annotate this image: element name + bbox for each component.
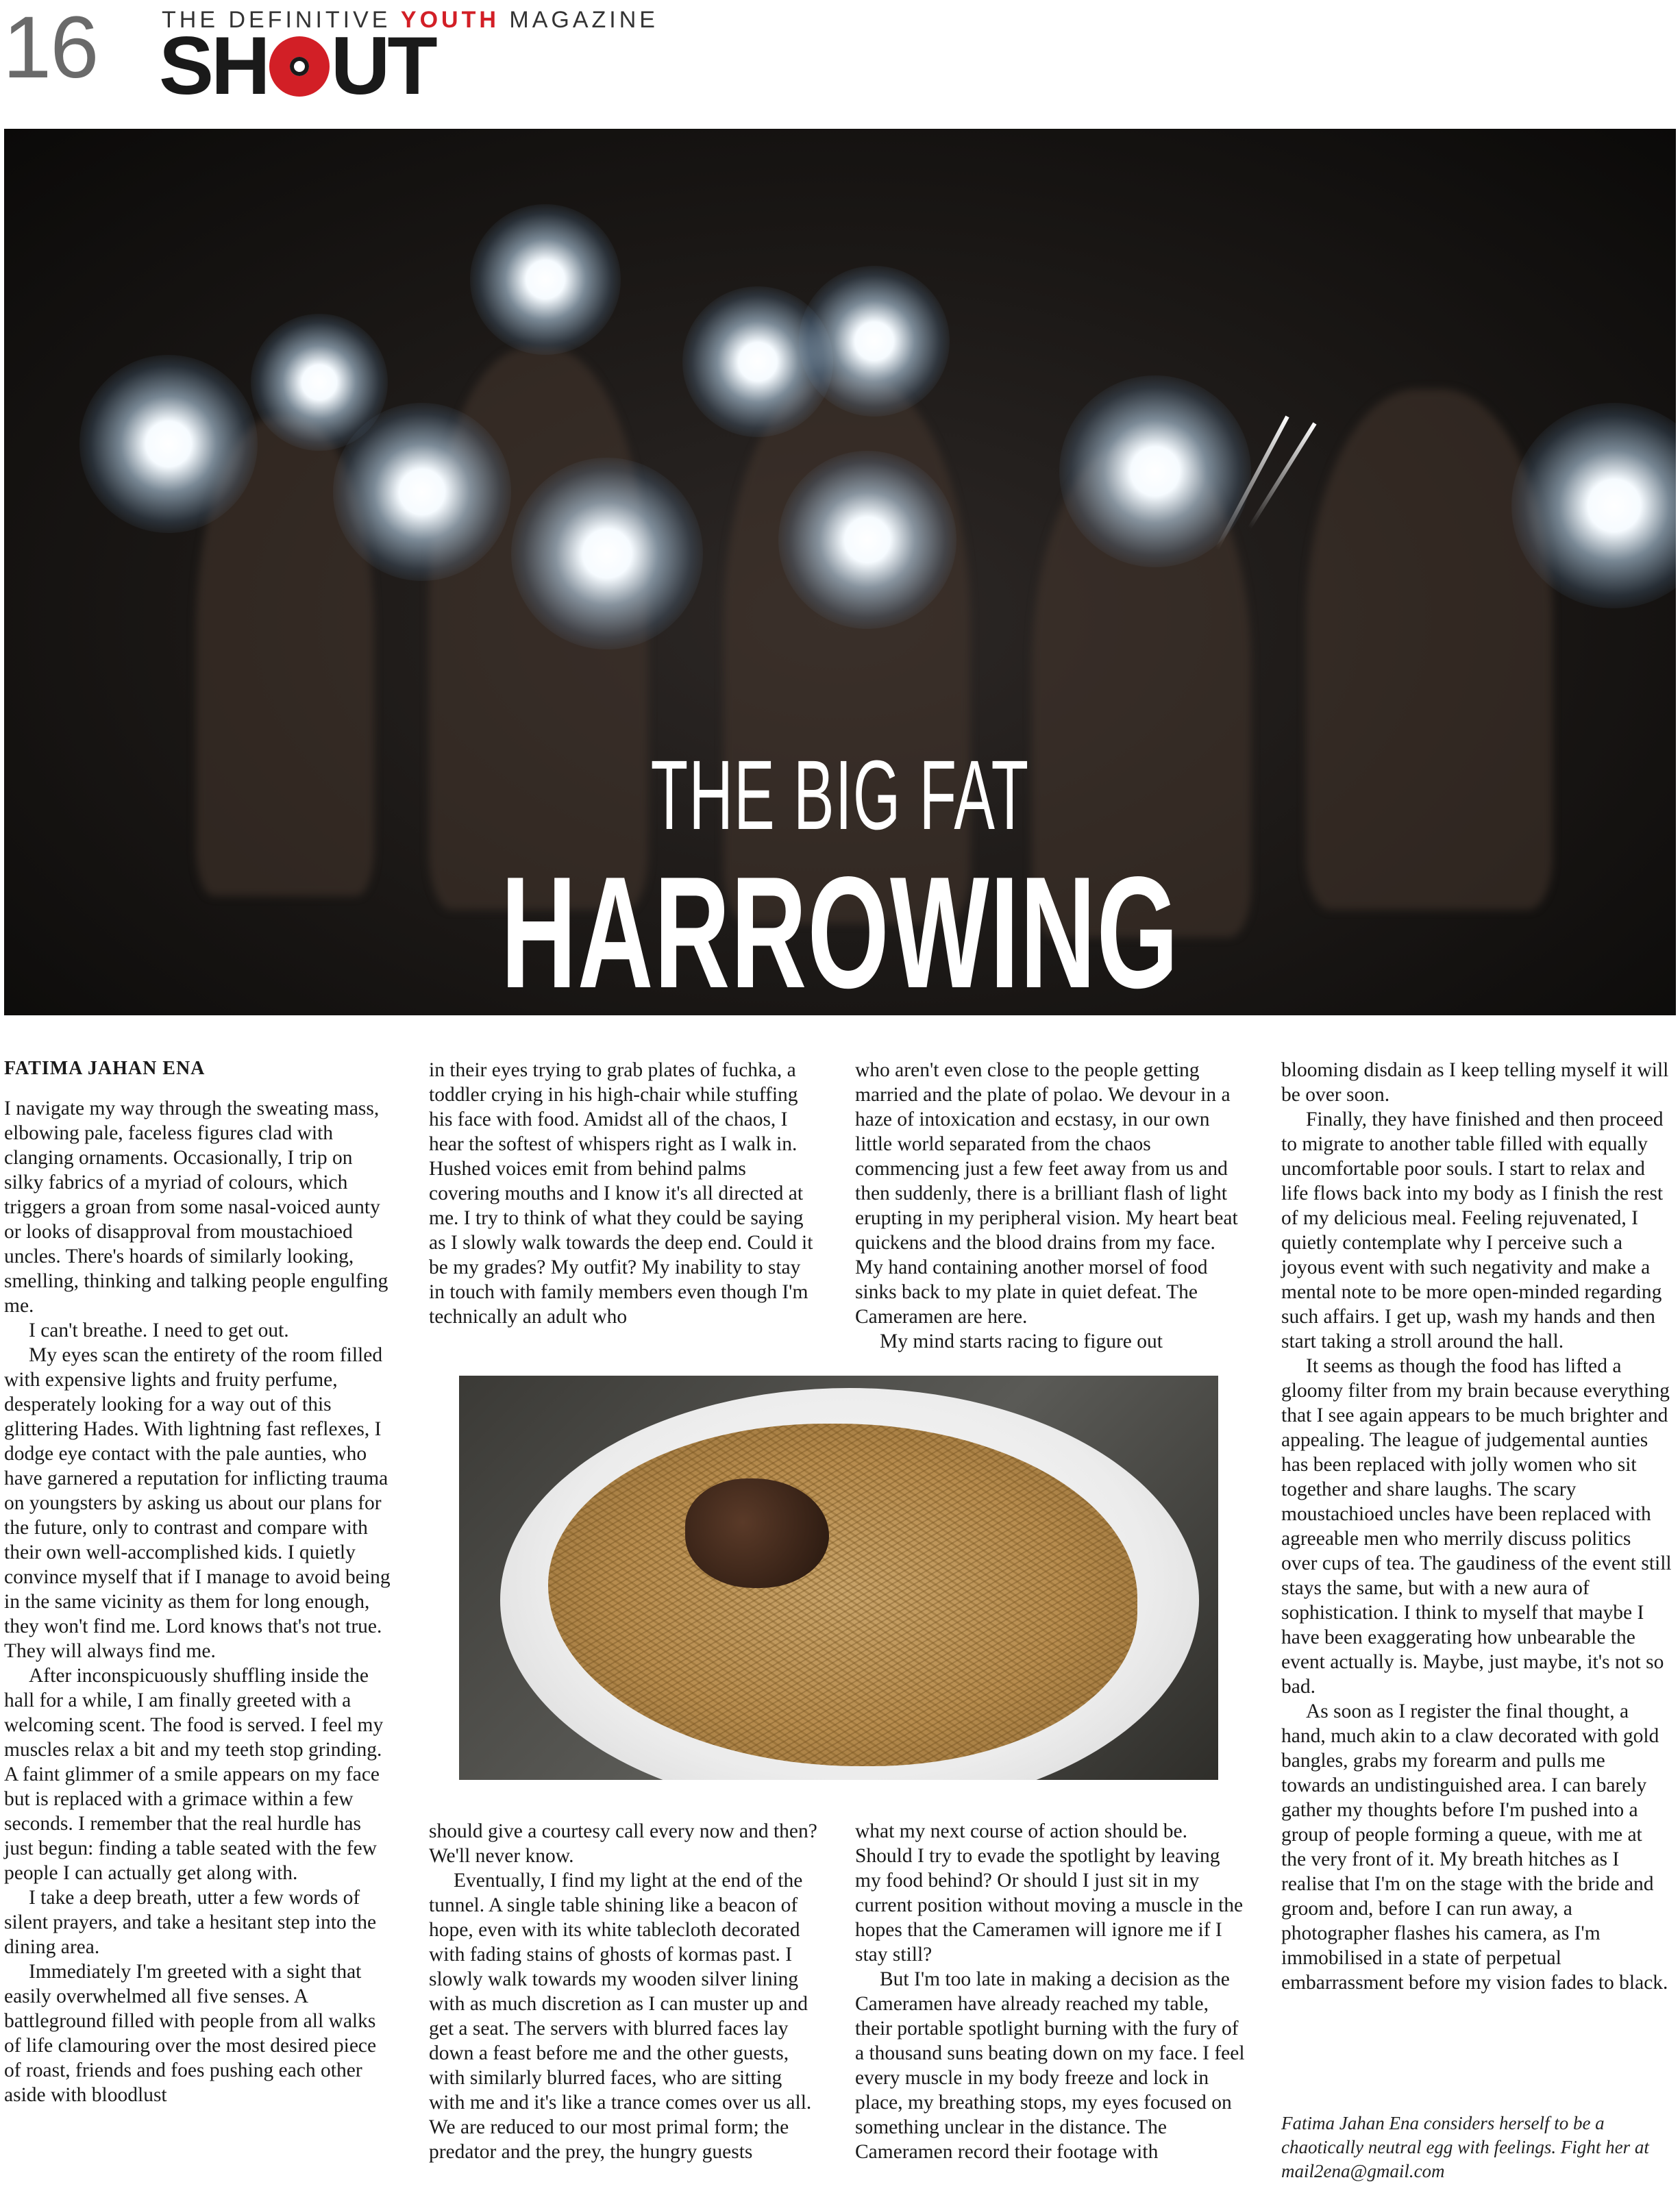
paragraph: After inconspicuously shuffling inside the hall for a while, I am finally greeted with a welcoming scent. The food is served. I feel my muscles relax a bit and my teeth stop grinding. A faint glimmer of a smile appears on my face but is replaced with a grimace within a few seconds. I remember that the real hurdle has just begun: finding a table seated with the few people I can actually get along with.: [4, 1665, 384, 1884]
logo-text-before: SH: [159, 20, 268, 112]
paragraph: I can't breathe. I need to get out.: [29, 1319, 289, 1341]
paragraph: Immediately I'm greeted with a sight that easily overwhelmed all five senses. A battleground filled with people from all walks of life clamouring over the most desired piece of roast, friends and foes pushing each other aside with bloodlust: [4, 1961, 377, 2106]
headline-line1: THE BIG FAT: [650, 740, 1030, 850]
paragraph: should give a courtesy call every now and then? We'll never know.: [429, 1820, 817, 1867]
article-column-3-top: [855, 1058, 1246, 1354]
flash-light: [511, 458, 703, 649]
flash-light: [79, 355, 258, 533]
article-column-3-bottom: [855, 1819, 1246, 2164]
flash-light: [470, 204, 621, 355]
paragraph: But I'm too late in making a decision as the Cameramen have already reached my table, their portable spotlight burning with the fury of a thousand suns beating down on my face. I feel every muscle in my body freeze and lock in place, my breathing stops, my eyes focused on something unclear in the distance. The Cameramen record their footage with: [855, 1968, 1245, 2163]
logo-target-icon: [269, 36, 330, 97]
flash-light: [333, 403, 511, 581]
paragraph: I navigate my way through the sweating mass, elbowing pale, faceless figures clad with clanging ornaments. Occasionally, I trip on silky fabrics of a myriad of colours, which triggers a groan from some nasal-voiced aunty or looks of disapproval from moustachioed uncles. There's hoards of similarly looking, smelling, thinking and talking people engulfing me.: [4, 1098, 388, 1317]
flash-light: [778, 451, 956, 629]
paragraph: who aren't even close to the people getting married and the plate of polao. We devour in a haze of intoxication and ecstasy, in our own little world separated from the chaos commencing just a few feet away from us and then suddenly, there is a brilliant flash of light erupting in my peripheral vision. My heart beat quickens and the blood drains from my face. My hand containing another morsel of food sinks back to my plate in quiet defeat. The Cameramen are here.: [855, 1059, 1238, 1328]
headline-line2: HARROWING: [500, 844, 1180, 1015]
biryani-photo: [459, 1376, 1218, 1780]
paragraph: Eventually, I find my light at the end of the tunnel. A single table shining like a beacon of hope, even with its white tablecloth decorated with fading stains of ghosts of kormas past. I slowly walk towards my wooden silver lining with as much discretion as I can muster up and get a seat. The servers with blurred faces lay down a feast before me and the other guests, with similarly blurred faces, who are sitting with me and it's like a trance comes over us all. We are reduced to our most primal form; the predator and the prey, the hungry guests: [429, 1870, 812, 2163]
article-column-2-top: [429, 1058, 819, 1329]
tagline-youth: YOUTH: [400, 7, 499, 33]
paragraph: My eyes scan the entirety of the room filled with expensive lights and fruity perfume, desperately looking for a way out of this glittering Hades. With lightning fast reflexes, I dodge eye contact with the pale aunties, who have garnered a reputation for inflicting trauma on youngsters by asking us about our plans for the future, only to contrast and compare with their own well-accomplished kids. I quietly convince myself that if I manage to avoid being in the same vicinity as them for long enough, they won't find me. Lord knows that's not true. They will always find me.: [4, 1344, 391, 1662]
paragraph: It seems as though the food has lifted a gloomy filter from my brain because everything that I see again appears to be much brighter and appealing. The league of judgemental aunties has been replaced with jolly women who sit together and share laughs. The scary moustachioed uncles have been replaced with agreeable men who merrily discuss politics over cups of tea. The gaudiness of the event still stays the same, but with a new aura of sophistication. I think to myself that maybe I have been exaggerating how unbearable the event actually is. Maybe, just maybe, it's not so bad.: [1281, 1355, 1672, 1698]
paragraph: what my next course of action should be. Should I try to evade the spotlight by leaving my food behind? Or should I just sit in my current position without moving a muscle in the hopes that the Cameramen will ignore me if I stay still?: [855, 1820, 1244, 1966]
article-column-2-bottom: [429, 1819, 819, 2164]
author-bio: Fatima Jahan Ena considers herself to be a chaotically neutral egg with feelings. Fight her at mail2ena@gmail.com: [1281, 2113, 1649, 2181]
paragraph: in their eyes trying to grab plates of fuchka, a toddler crying in his high-chair while stuffing his face with food. Amidst all of the chaos, I hear the softest of whispers right as I walk in. Hushed voices emit from behind palms covering mouths and I know it's all directed at me. I try to think of what they could be saying as I slowly walk towards the deep end. Could it be my grades? My outfit? My inability to stay in touch with family members even though I'm technically an adult who: [429, 1059, 813, 1328]
paragraph: blooming disdain as I keep telling myself it will be over soon.: [1281, 1059, 1669, 1106]
author-byline: FATIMA JAHAN ENA: [4, 1058, 206, 1079]
paragraph: As soon as I register the final thought, a hand, much akin to a claw decorated with gold bangles, grabs my forearm and pulls me towards an undistinguished area. I can barely gather my thoughts before I'm pushed into a group of people forming a queue, with me at the very front of it. My breath hitches as I realise that I'm on the stage with the bride and groom and, before I can run away, a photographer flashes his camera, as I'm immobilised in a state of perpetual embarrassment before my vision fades to black.: [1281, 1700, 1668, 1994]
page-number: 16: [3, 0, 98, 97]
paragraph: Finally, they have finished and then proceed to migrate to another table filled with equally uncomfortable poor souls. I start to relax and life flows back into my body as I finish the rest of my delicious meal. Feeling rejuvenated, I quietly contemplate why I perceive such a joyous event with such negativity and make a mental note to be more open-minded regarding such affairs. I get up, wash my hands and then start taking a stroll around the hall.: [1281, 1108, 1664, 1352]
article-column-4: [1281, 1058, 1672, 1995]
article-column-1: [4, 1096, 395, 2107]
logo-text-after: UT: [330, 20, 435, 112]
tagline-prefix: THE DEFINITIVE: [162, 7, 401, 33]
flash-light: [799, 266, 950, 417]
tagline-suffix: MAGAZINE: [499, 7, 658, 33]
hero-photo: [4, 129, 1676, 1015]
paragraph: I take a deep breath, utter a few words of silent prayers, and take a hesitant step into the dining area.: [4, 1887, 377, 1958]
paragraph: My mind starts racing to figure out: [880, 1330, 1163, 1352]
